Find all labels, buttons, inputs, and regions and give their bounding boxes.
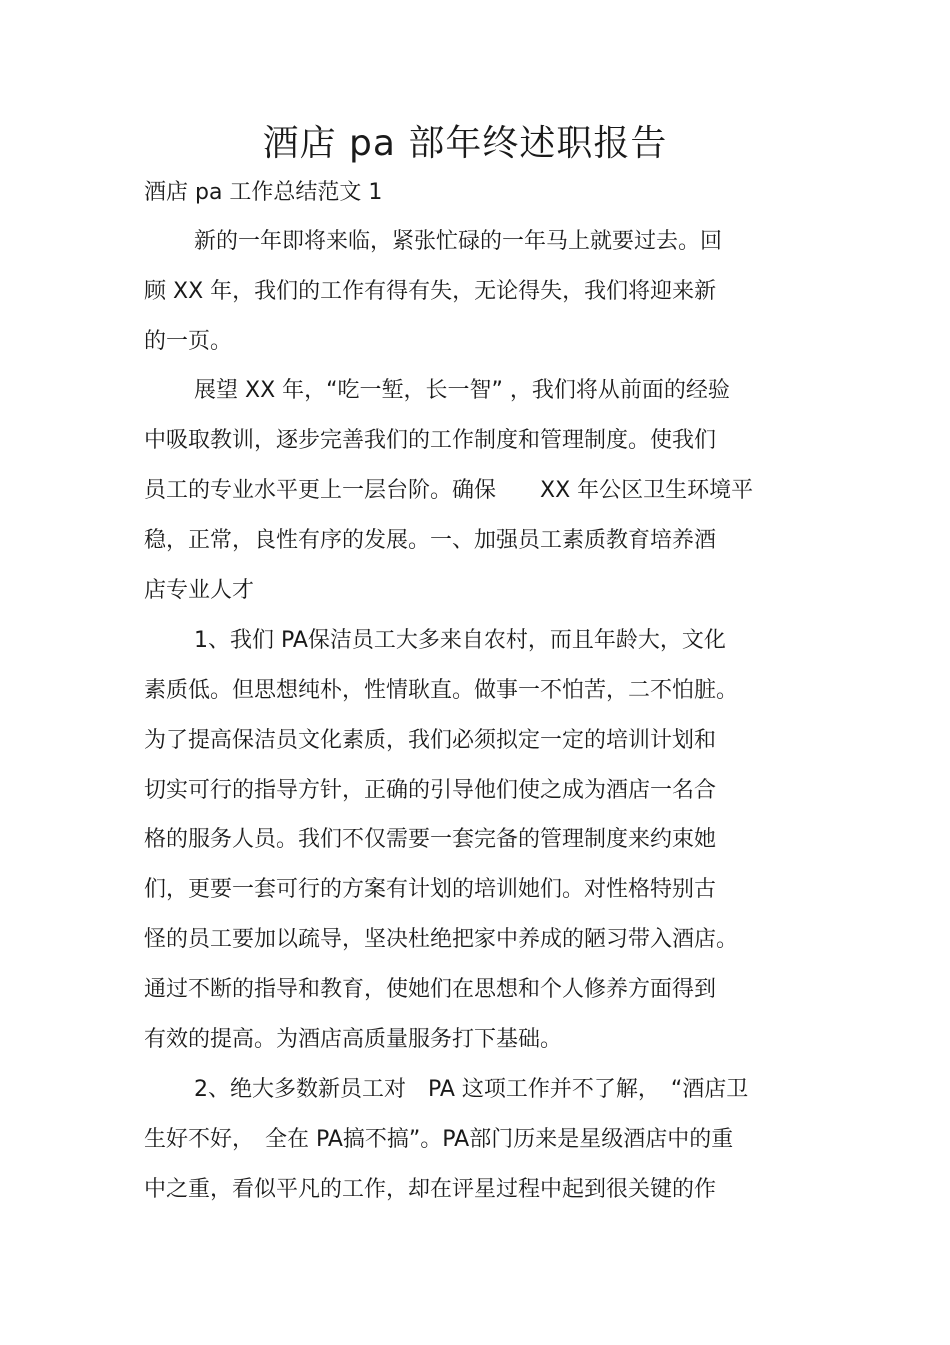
text-line: 稳，正常，良性有序的发展。一、加强员工素质教育培养酒 bbox=[144, 528, 717, 553]
text-line: 格的服务人员。我们不仅需要一套完备的管理制度来约束她 bbox=[144, 827, 717, 852]
document-title: 酒店 pa 部年终述职报告 bbox=[262, 123, 668, 164]
text-line: 新的一年即将来临，紧张忙碌的一年马上就要过去。回 bbox=[194, 229, 723, 254]
text-line: 为了提高保洁员文化素质，我们必须拟定一定的培训计划和 bbox=[144, 728, 717, 753]
text-line: 中之重，看似平凡的工作，却在评星过程中起到很关键的作 bbox=[144, 1177, 717, 1202]
text-line: 们，更要一套可行的方案有计划的培训她们。对性格特别古 bbox=[144, 877, 717, 902]
document-subtitle: 酒店 pa 工作总结范文 1 bbox=[144, 180, 383, 205]
text-line: 素质低。但思想纯朴，性情耿直。做事一不怕苦，二不怕脏。 bbox=[144, 678, 739, 703]
text-line: 生好不好， 全在 PA搞不搞”。PA部门历来是星级酒店中的重 bbox=[144, 1127, 734, 1152]
text-line: 店专业人才 bbox=[144, 578, 255, 603]
text-line: 展望 XX 年，“吃一堑，长一智” ，我们将从前面的经验 bbox=[194, 378, 730, 403]
text-line: 怪的员工要加以疏导，坚决杜绝把家中养成的陋习带入酒店。 bbox=[144, 927, 739, 952]
text-line: 2、绝大多数新员工对 PA 这项工作并不了解， “酒店卫 bbox=[194, 1077, 749, 1102]
text-line: 中吸取教训，逐步完善我们的工作制度和管理制度。使我们 bbox=[144, 428, 717, 453]
text-line: 通过不断的指导和教育，使她们在思想和个人修养方面得到 bbox=[144, 977, 717, 1002]
text-line: 顾 XX 年，我们的工作有得有失，无论得失，我们将迎来新 bbox=[144, 279, 717, 304]
text-line: 的一页。 bbox=[144, 329, 233, 354]
text-line: 1、我们 PA保洁员工大多来自农村，而且年龄大，文化 bbox=[194, 628, 726, 653]
text-line: 切实可行的指导方针，正确的引导他们使之成为酒店一名合 bbox=[144, 778, 717, 803]
text-line: 员工的专业水平更上一层台阶。确保 XX 年公区卫生环境平 bbox=[144, 478, 754, 503]
text-line: 有效的提高。为酒店高质量服务打下基础。 bbox=[144, 1027, 563, 1052]
